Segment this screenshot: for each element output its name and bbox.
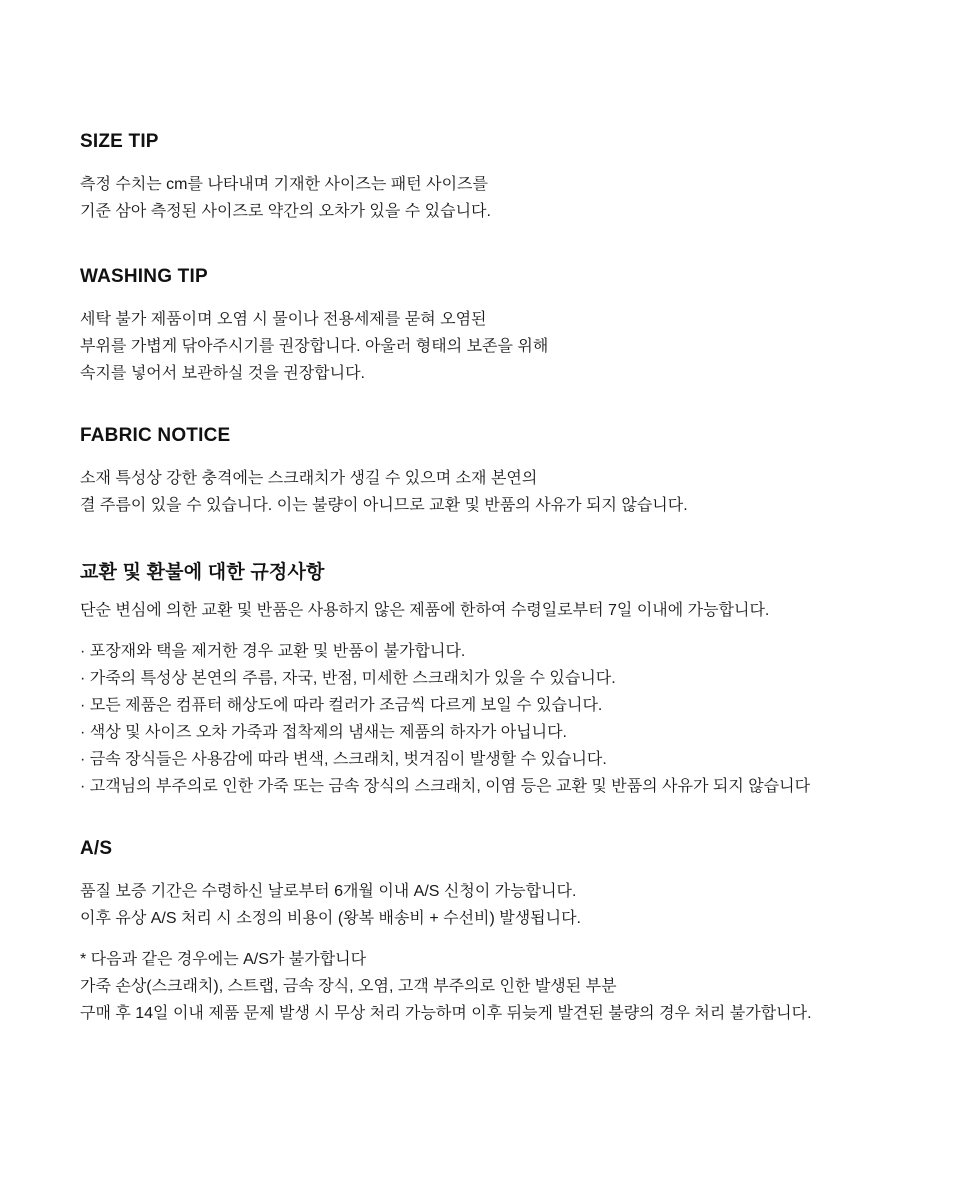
size-tip-line: 측정 수치는 cm를 나타내며 기재한 사이즈는 패턴 사이즈를 xyxy=(80,176,488,193)
exchange-policy-bullet: · 모든 제품은 컴퓨터 해상도에 따라 컬러가 조금씩 다르게 보일 수 있습니다. xyxy=(80,697,603,714)
as-title: A/S xyxy=(80,838,113,859)
exchange-policy-bullet: · 금속 장식들은 사용감에 따라 변색, 스크래치, 벗겨짐이 발생할 수 있습니다. xyxy=(80,751,607,768)
fabric-notice-line: 소재 특성상 강한 충격에는 스크래치가 생길 수 있으며 소재 본연의 xyxy=(80,470,538,487)
exchange-policy-bullet: · 고객님의 부주의로 인한 가죽 또는 금속 장식의 스크래치, 이염 등은 교환 및 반품의 사유가 되지 않습니다 xyxy=(80,778,811,795)
as-exception-line: 구매 후 14일 이내 제품 문제 발생 시 무상 처리 가능하며 이후 뒤늦게 발견된 불량의 경우 처리 불가합니다. xyxy=(80,1005,812,1022)
size-tip-line: 기준 삼아 측정된 사이즈로 약간의 오차가 있을 수 있습니다. xyxy=(80,203,491,220)
washing-tip-title: WASHING TIP xyxy=(80,266,208,287)
exchange-policy-title: 교환 및 환불에 대한 규정사항 xyxy=(80,562,325,583)
exchange-policy-bullet: · 포장재와 택을 제거한 경우 교환 및 반품이 불가합니다. xyxy=(80,643,466,660)
fabric-notice-title: FABRIC NOTICE xyxy=(80,425,231,446)
exchange-policy-bullet: · 색상 및 사이즈 오차 가죽과 접착제의 냄새는 제품의 하자가 아닙니다. xyxy=(80,724,567,741)
as-line: 품질 보증 기간은 수령하신 날로부터 6개월 이내 A/S 신청이 가능합니다. xyxy=(80,883,577,900)
exchange-policy-intro: 단순 변심에 의한 교환 및 반품은 사용하지 않은 제품에 한하여 수령일로부터 7일 이내에 가능합니다. xyxy=(80,602,770,619)
washing-tip-line: 속지를 넣어서 보관하실 것을 권장합니다. xyxy=(80,365,365,382)
size-tip-title: SIZE TIP xyxy=(80,131,159,152)
as-line: 이후 유상 A/S 처리 시 소정의 비용이 (왕복 배송비 + 수선비) 발생됩니다. xyxy=(80,910,581,927)
as-exception-line: * 다음과 같은 경우에는 A/S가 불가합니다 xyxy=(80,951,367,968)
exchange-policy-bullet: · 가죽의 특성상 본연의 주름, 자국, 반점, 미세한 스크래치가 있을 수 있습니다. xyxy=(80,670,616,687)
as-exception-line: 가죽 손상(스크래치), 스트랩, 금속 장식, 오염, 고객 부주의로 인한 발생된 부분 xyxy=(80,978,617,995)
washing-tip-line: 세탁 불가 제품이며 오염 시 물이나 전용세제를 묻혀 오염된 xyxy=(80,311,487,328)
washing-tip-line: 부위를 가볍게 닦아주시기를 권장합니다. 아울러 형태의 보존을 위해 xyxy=(80,338,549,355)
fabric-notice-line: 결 주름이 있을 수 있습니다. 이는 불량이 아니므로 교환 및 반품의 사유가 되지 않습니다. xyxy=(80,497,688,514)
